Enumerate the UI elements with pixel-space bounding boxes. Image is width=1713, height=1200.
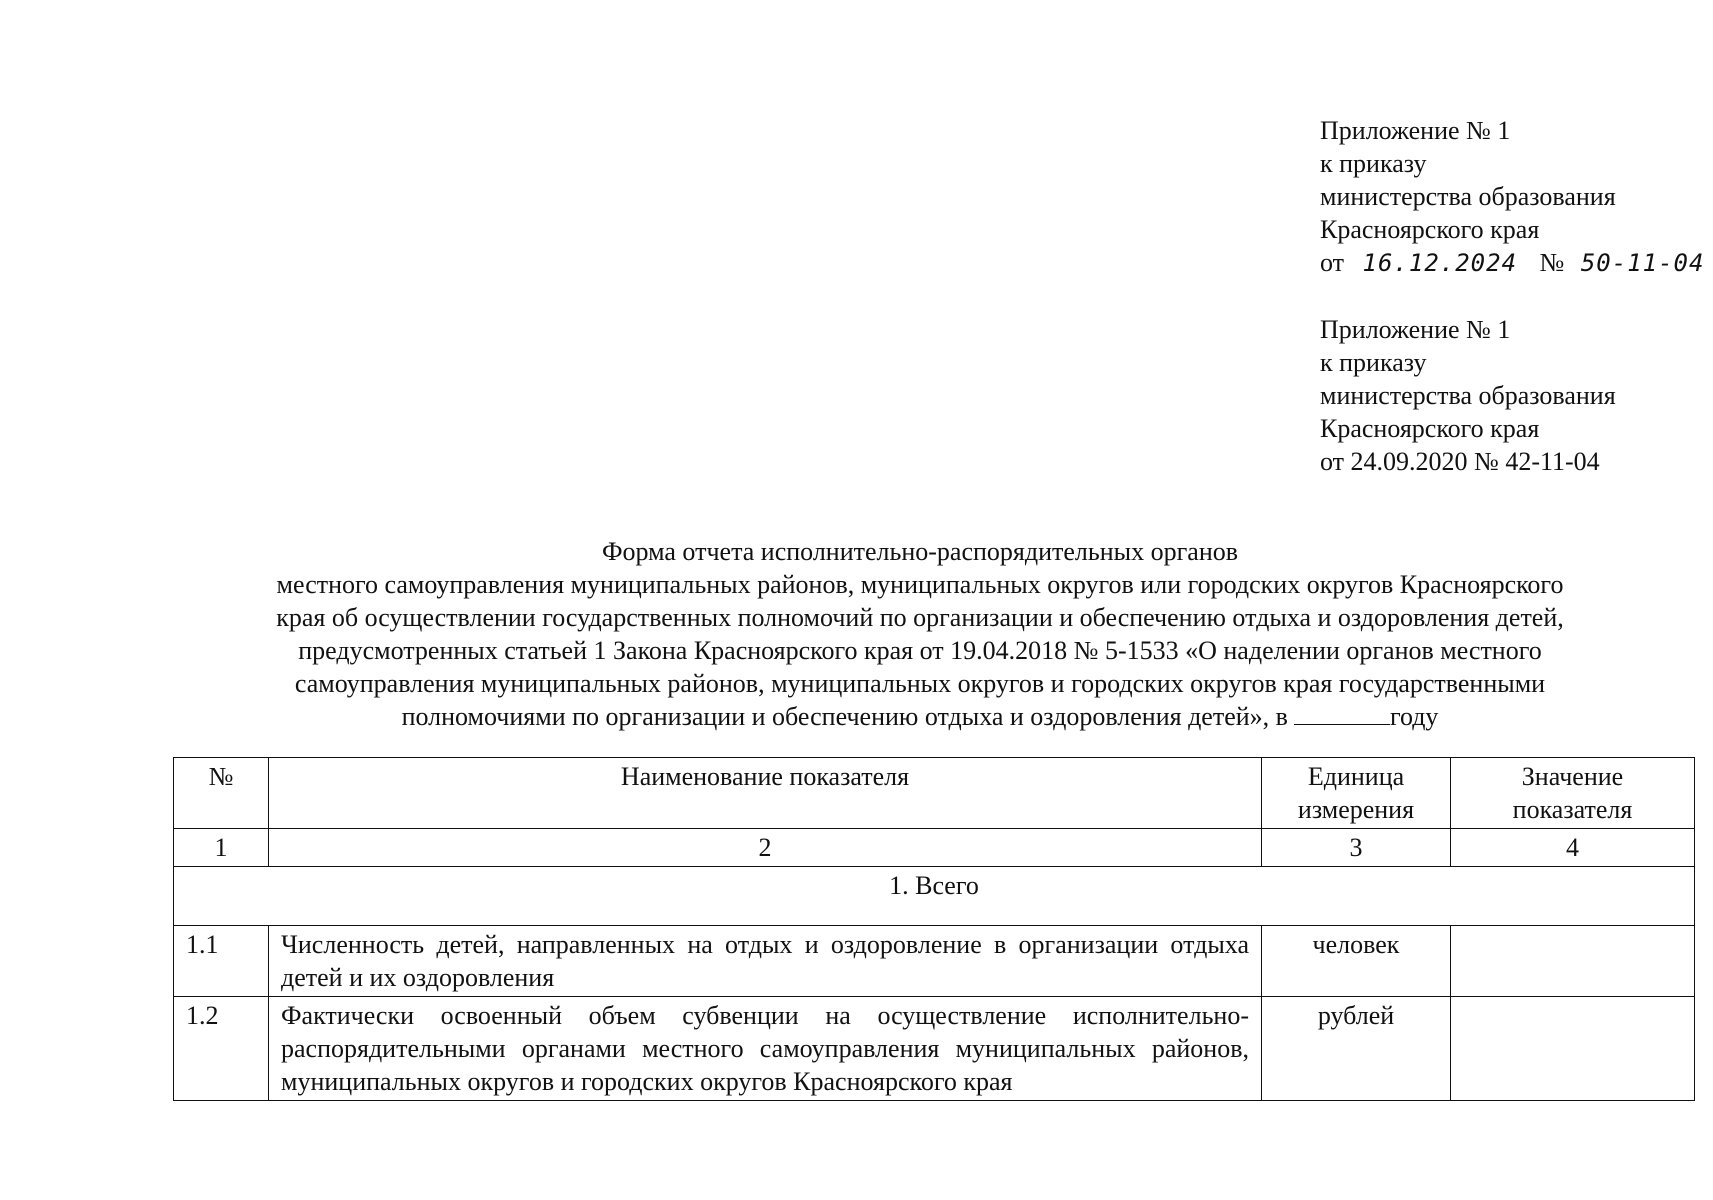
appendix-order-ref: к приказу	[1320, 149, 1427, 178]
header-unit	[1262, 758, 1451, 829]
form-title-line: края об осуществлении государственных полномочий по организации и обеспечению отдыха и оздоровления детей,	[276, 603, 1564, 632]
header-name: Наименование показателя	[269, 758, 1262, 829]
row-name: Фактически освоенный объем субвенции на осуществление исполнительно-распорядительными органами местного самоуправления муниципальных районов, муниципальных округов и городских округов Красноярского края	[269, 997, 1262, 1101]
appendix-region: Красноярского края	[1320, 414, 1540, 443]
appendix-region: Красноярского края	[1320, 215, 1540, 244]
table-row	[174, 926, 1695, 997]
appendix-number-label: №	[1539, 248, 1565, 277]
row-value-cell[interactable]	[1451, 997, 1695, 1101]
row-num: 1.2	[174, 997, 269, 1101]
appendix-title: Приложение № 1	[1320, 116, 1511, 145]
header-value-line: Значение	[1521, 762, 1624, 791]
form-title-line	[195, 700, 1645, 733]
report-table	[173, 757, 1695, 1101]
header-unit-line: Единица	[1307, 762, 1405, 791]
form-title-line: самоуправления муниципальных районов, муниципальных округов и городских округов края государственными	[294, 669, 1546, 698]
section-title: 1. Всего	[174, 867, 1695, 926]
form-title-line-end: году	[1389, 702, 1439, 731]
row-unit: человек	[1262, 926, 1451, 997]
appendix-date-handwritten: 16.12.2024	[1362, 249, 1518, 277]
form-title-line: местного самоуправления муниципальных районов, муниципальных округов или городских округов Красноярского	[276, 570, 1564, 599]
appendix-number-handwritten: 50-11-04	[1580, 249, 1705, 277]
table-header-row	[174, 758, 1695, 829]
header-unit-line: измерения	[1297, 795, 1415, 824]
appendix-date-line	[1320, 246, 1704, 280]
appendix-title: Приложение № 1	[1320, 315, 1511, 344]
column-number: 4	[1451, 829, 1695, 867]
header-value-line: показателя	[1512, 795, 1633, 824]
row-num: 1.1	[174, 926, 269, 997]
column-numbers-row	[174, 829, 1695, 867]
appendix-previous	[1320, 313, 1616, 478]
appendix-current	[1320, 114, 1704, 280]
column-number: 2	[269, 829, 1262, 867]
table-row	[174, 997, 1695, 1101]
appendix-ministry: министерства образования	[1320, 182, 1616, 211]
form-title-line: предусмотренных статьей 1 Закона Красноярского края от 19.04.2018 № 5-1533 «О наделении органов местного	[298, 636, 1542, 665]
form-title-line: Форма отчета исполнительно-распорядительных органов	[601, 537, 1239, 566]
appendix-order-ref: к приказу	[1320, 348, 1427, 377]
form-title	[195, 535, 1645, 733]
header-value	[1451, 758, 1695, 829]
appendix-date-number: от 24.09.2020 № 42-11-04	[1320, 447, 1600, 476]
header-num: №	[174, 758, 269, 829]
appendix-from-label: от	[1320, 248, 1345, 277]
row-unit: рублей	[1262, 997, 1451, 1101]
appendix-ministry: министерства образования	[1320, 381, 1616, 410]
column-number: 3	[1262, 829, 1451, 867]
form-title-line-start: полномочиями по организации и обеспечению отдыха и оздоровления детей», в	[401, 702, 1288, 731]
section-row	[174, 867, 1695, 926]
row-name: Численность детей, направленных на отдых и оздоровление в организации отдыха детей и их оздоровления	[269, 926, 1262, 997]
year-blank-field[interactable]	[1294, 702, 1390, 725]
row-value-cell[interactable]	[1451, 926, 1695, 997]
column-number: 1	[174, 829, 269, 867]
